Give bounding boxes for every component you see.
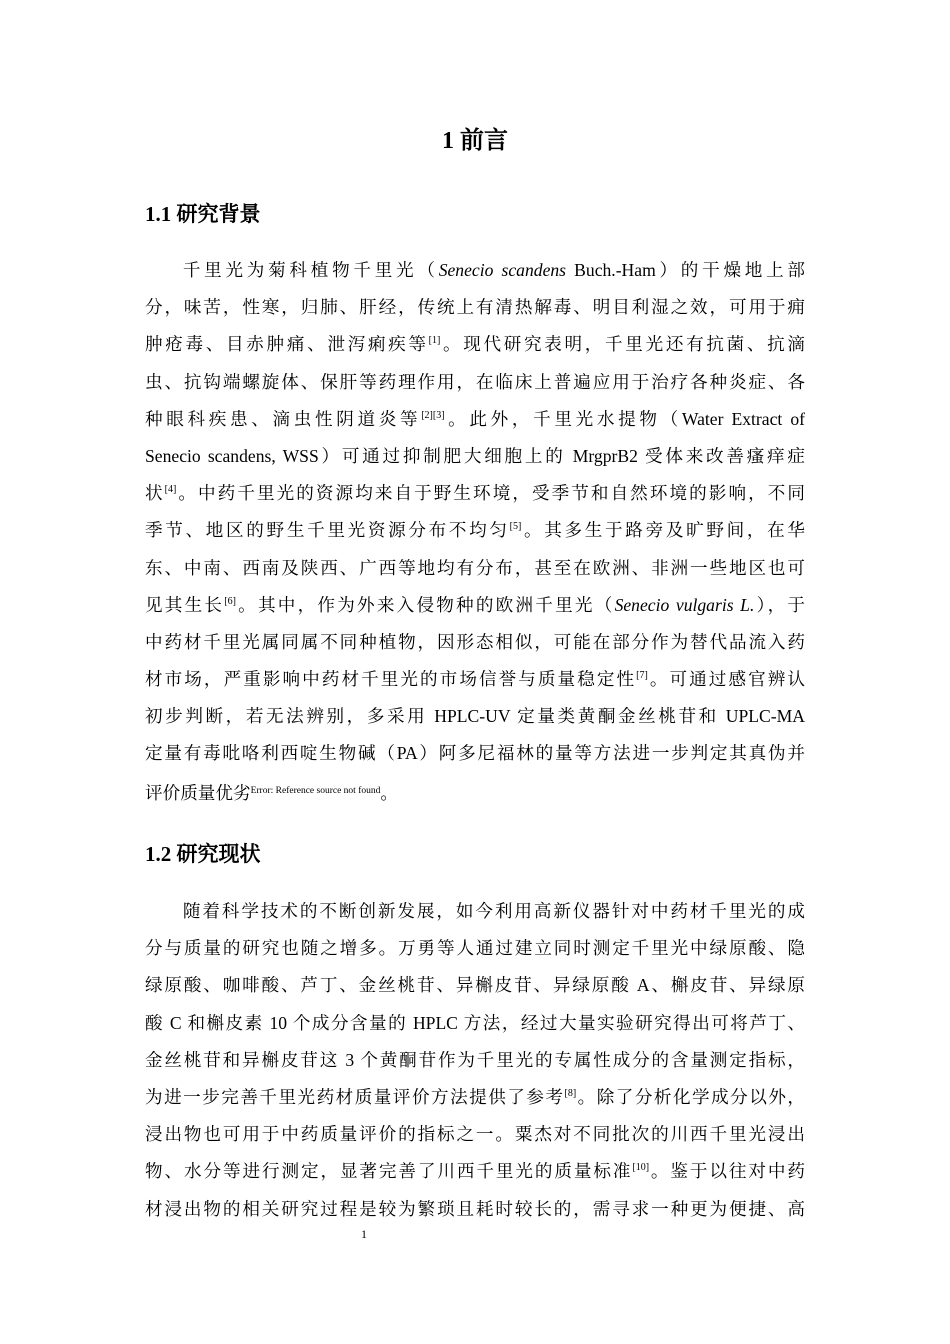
text-line (145, 773, 805, 810)
citation-ref: [5] (509, 521, 522, 533)
text-run: 中药材千里光属同属不同种植物，因形态相似，可能在部分作为替代品流入药 (145, 631, 805, 652)
text-run: 材市场，严重影响中药材千里光的市场信誉与质量稳定性 (145, 669, 637, 690)
text-line (145, 364, 805, 401)
text-run: 初步判断，若无法辨别，多采用 HPLC-UV 定量类黄酮金丝桃苷和 UPLC-MA (145, 706, 805, 727)
text-line (145, 624, 805, 661)
text-run: 千里光为菊科植物千里光（ (182, 260, 439, 280)
text-run: 虫、抗钩端螺旋体、保肝等药理作用，在临床上普遍应用于治疗各种炎症、各 (145, 371, 805, 392)
text-line (145, 967, 805, 1004)
text-line (145, 661, 805, 698)
text-line (145, 289, 805, 326)
citation-ref: [2][3] (421, 409, 445, 421)
section-title-1-2: 1.2 研究现状 (145, 842, 261, 866)
text-line (145, 326, 805, 363)
species-name: Senecio vulgaris L. (614, 594, 755, 615)
text-run: 。鉴于以往对中药 (649, 1161, 805, 1182)
text-run: 。除了分析化学成分以外， (576, 1086, 805, 1107)
text-run: 东、中南、西南及陕西、广西等地均有分布，甚至在欧洲、非洲一些地区也可 (145, 557, 805, 578)
text-run: 肿疮毒、目赤肿痛、泄泻痢疾等 (145, 334, 429, 355)
section-1-1-paragraph (145, 252, 805, 810)
citation-ref: [4] (164, 484, 177, 496)
section-title-1-1: 1.1 研究背景 (145, 202, 261, 226)
citation-ref: [1] (428, 335, 441, 347)
text-run: 分，味苦，性寒，归肺、肝经，传统上有清热解毒、明目利湿之效，可用于痈 (145, 297, 805, 318)
text-line (145, 1042, 805, 1079)
text-run: Senecio scandens, WSS）可通过抑制肥大细胞上的 MrgprB2 受体来改善瘙痒症 (145, 445, 805, 466)
text-line (145, 1191, 805, 1228)
chapter-title: 1 前言 (442, 128, 508, 154)
text-run: 评价质量优劣 (145, 782, 251, 803)
text-line (145, 438, 805, 475)
text-run: Buch.-Ham）的干燥地上部 (566, 260, 805, 280)
text-run: 物、水分等进行测定，显著完善了川西千里光的质量标准 (145, 1161, 633, 1182)
text-line (145, 252, 805, 289)
page-number: 1 (361, 1227, 367, 1241)
text-run: 为进一步完善千里光药材质量评价方法提供了参考 (145, 1086, 565, 1107)
text-line (145, 735, 805, 772)
text-line (145, 698, 805, 735)
text-line (145, 1005, 805, 1042)
text-line (145, 512, 805, 549)
text-run: 定量有毒吡咯利西啶生物碱（PA）阿多尼福林的量等方法进一步判定其真伪并 (145, 743, 805, 764)
text-run: 。现代研究表明，千里光还有抗菌、抗滴 (440, 334, 805, 355)
text-run: 随着科学技术的不断创新发展，如今利用高新仪器针对中药材千里光的成 (182, 901, 805, 921)
text-run: 金丝桃苷和异槲皮苷这 3 个黄酮苷作为千里光的专属性成分的含量测定指标， (145, 1049, 805, 1070)
text-run: 见其生长 (145, 594, 225, 615)
text-line (145, 587, 805, 624)
text-line (145, 893, 805, 930)
text-run: 酸 C 和槲皮素 10 个成分含量的 HPLC 方法，经过大量实验研究得出可将芦丁、 (145, 1012, 805, 1033)
text-line (145, 550, 805, 587)
text-line (145, 1079, 805, 1116)
citation-ref: [10] (632, 1162, 650, 1174)
text-run: 。其多生于路旁及旷野间，在华 (521, 520, 805, 541)
reference-error: Error: Reference source not found (250, 785, 381, 796)
section-1-2-paragraph (145, 893, 805, 1228)
text-run: 。其中，作为外来入侵物种的欧洲千里光（ (235, 594, 615, 615)
text-run: 。可通过感官辨认 (647, 669, 805, 690)
text-run: 绿原酸、咖啡酸、芦丁、金丝桃苷、异槲皮苷、异绿原酸 A、槲皮苷、异绿原 (145, 975, 805, 996)
citation-ref: [7] (636, 670, 648, 682)
text-line (145, 1116, 805, 1153)
text-run: 材浸出物的相关研究过程是较为繁琐且耗时较长的，需寻求一种更为便捷、高 (145, 1198, 805, 1219)
text-run: ），于 (754, 594, 805, 615)
text-line (145, 930, 805, 967)
text-line (145, 401, 805, 438)
text-run: 。此外，千里光水提物（Water Extract of (444, 408, 805, 429)
text-run: 。 (380, 782, 398, 803)
text-line (145, 475, 805, 512)
text-run: 浸出物也可用于中药质量评价的指标之一。粟杰对不同批次的川西千里光浸出 (145, 1124, 805, 1145)
species-name: Senecio scandens (438, 260, 567, 280)
citation-ref: [6] (224, 595, 236, 607)
text-run: 状 (145, 483, 165, 504)
text-run: 种眼科疾患、滴虫性阴道炎等 (145, 408, 422, 429)
text-run: 分与质量的研究也随之增多。万勇等人通过建立同时测定千里光中绿原酸、隐 (145, 938, 805, 959)
text-run: 季节、地区的野生千里光资源分布不均匀 (145, 520, 510, 541)
text-run: 。中药千里光的资源均来自于野生环境，受季节和自然环境的影响，不同 (176, 483, 805, 504)
citation-ref: [8] (564, 1087, 577, 1099)
text-line (145, 1153, 805, 1190)
